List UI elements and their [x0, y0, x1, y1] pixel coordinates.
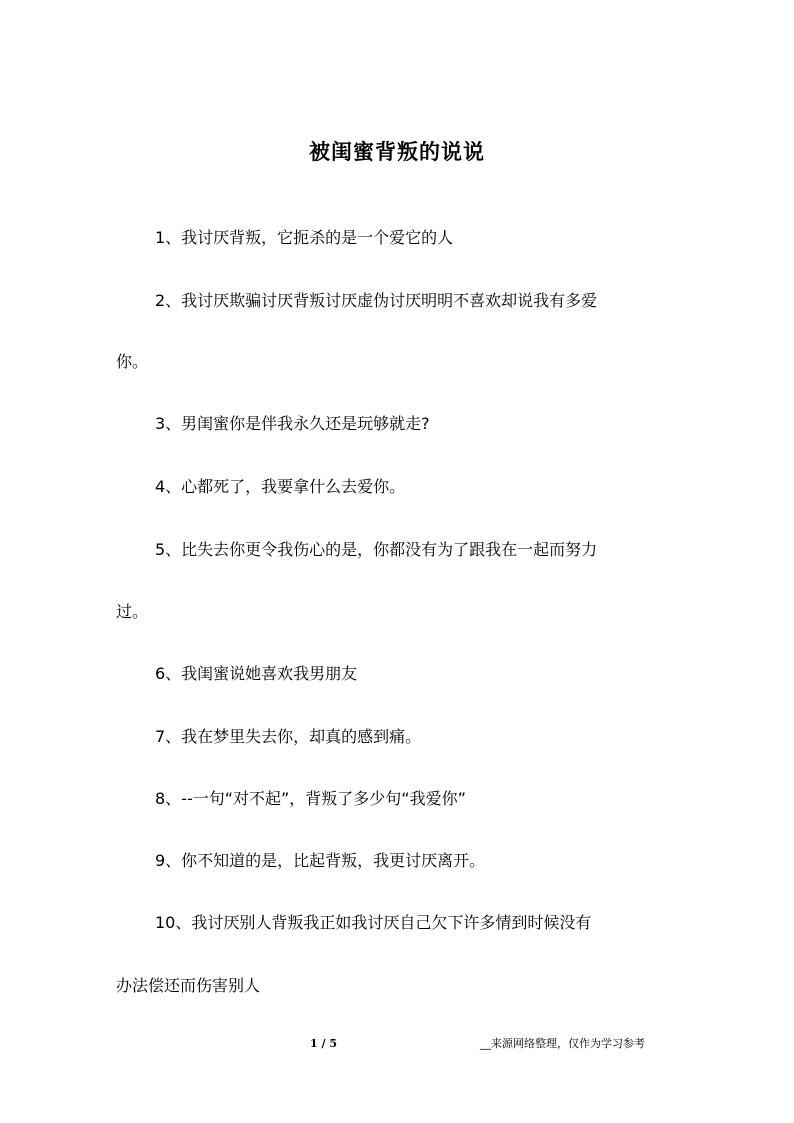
list-item-2: 2、我讨厌欺骗讨厌背叛讨厌虚伪讨厌明明不喜欢却说我有多爱 [155, 291, 598, 310]
list-item-5: 5、比失去你更令我伤心的是，你都没有为了跟我在一起而努力 [155, 540, 598, 559]
list-item-9: 9、你不知道的是，比起背叛，我更讨厌离开。 [155, 851, 486, 870]
document-title: 被闺蜜背叛的说说 [309, 139, 485, 164]
source-note: __来源网络整理，仅作为学习参考 [480, 1037, 645, 1050]
list-item-6: 6、我闺蜜说她喜欢我男朋友 [155, 664, 358, 683]
list-item-10: 10、我讨厌别人背叛我正如我讨厌自己欠下许多情到时候没有 [155, 913, 592, 932]
list-item-8: 8、--一句“对不起”，背叛了多少句“我爱你” [155, 789, 466, 808]
list-item-3: 3、男闺蜜你是伴我永久还是玩够就走? [155, 414, 430, 433]
list-item-7: 7、我在梦里失去你，却真的感到痛。 [155, 727, 422, 746]
list-item-2-continuation: 你。 [116, 352, 149, 371]
list-item-4: 4、心都死了，我要拿什么去爱你。 [155, 477, 406, 496]
list-item-5-continuation: 过。 [116, 602, 149, 621]
list-item-1: 1、我讨厌背叛，它扼杀的是一个爱它的人 [155, 228, 454, 247]
list-item-10-continuation: 办法偿还而伤害别人 [116, 976, 261, 995]
page-number: 1 / 5 [310, 1037, 337, 1050]
